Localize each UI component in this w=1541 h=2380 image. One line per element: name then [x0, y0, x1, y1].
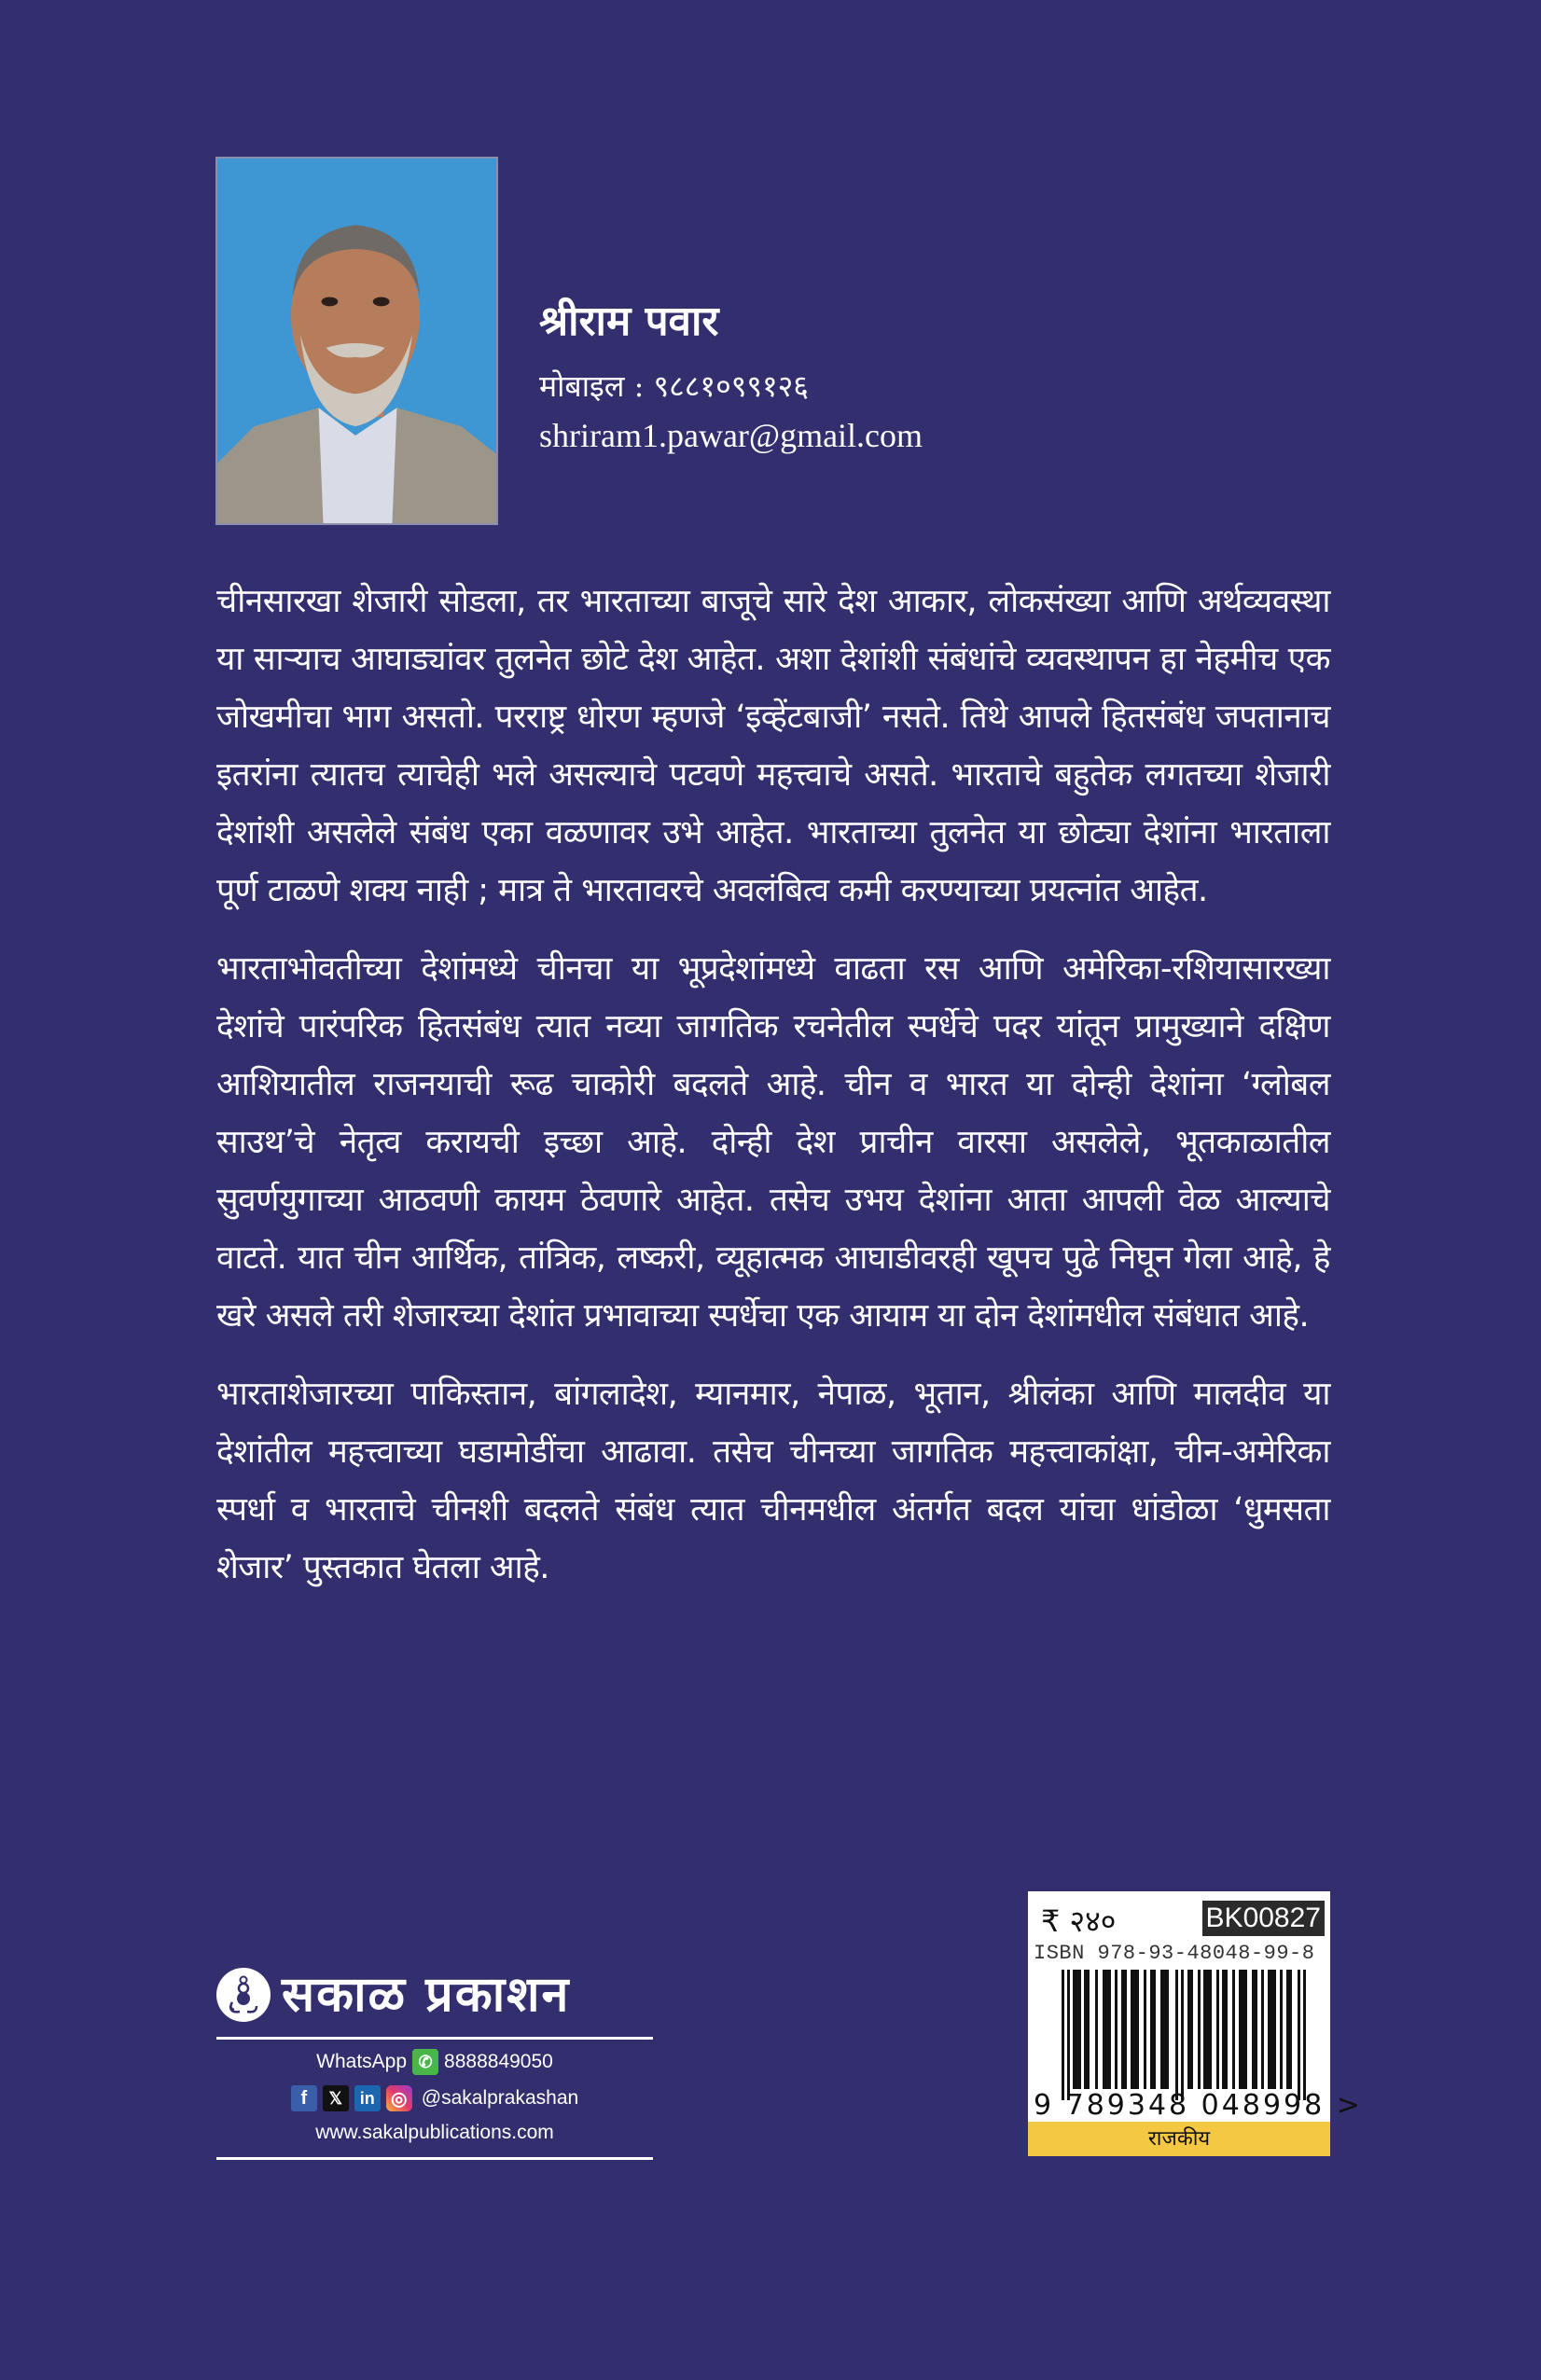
- whatsapp-label: WhatsApp: [316, 2051, 408, 2072]
- whatsapp-number[interactable]: 8888849050: [444, 2051, 553, 2072]
- publisher-divider-bottom: [216, 2157, 653, 2160]
- social-handle[interactable]: @sakalprakashan: [421, 2087, 579, 2109]
- author-portrait-icon: [217, 159, 496, 523]
- x-icon[interactable]: 𝕏: [323, 2085, 349, 2111]
- website-link[interactable]: www.sakalpublications.com: [315, 2122, 554, 2143]
- barcode-box: [1028, 1891, 1363, 2156]
- blurb-paragraph-1: चीनसारखा शेजारी सोडला, तर भारताच्या बाजूचे सारे देश आकार, लोकसंख्या आणि अर्थव्यवस्था या साऱ्याच आघाड्यांवर तुलनेत छोटे देश आहेत. अशा देशांशी संबंधांचे व्यवस्थापन हा नेहमीच एक जोखमीचा भाग असतो. परराष्ट्र धोरण म्हणजे ‘इव्हेंटबाजी’ नसते. तिथे आपले हितसंबंध जपतानाच इतरांना त्यातच त्याचेही भले असल्याचे पटवणे महत्त्वाचे असते. भारताचे बहुतेक लगतच्या शेजारी देशांशी असलेले संबंध एका वळणावर उभे आहेत. भारताच्या तुलनेत या छोट्या देशांना भारताला पूर्ण टाळणे शक्य नाही ; मात्र ते भारतावरचे अवलंबित्व कमी करण्याच्या प्रयत्नांत आहेत.: [216, 583, 1330, 909]
- instagram-icon[interactable]: ◎: [386, 2085, 412, 2111]
- isbn: ISBN 978-93-48048-99-8: [1034, 1942, 1315, 1965]
- author-mobile: मोबाइल : ९८८१०९९१२६: [539, 368, 809, 404]
- social-row: [216, 2085, 653, 2111]
- blurb: [216, 573, 1330, 1617]
- linkedin-icon[interactable]: in: [354, 2085, 381, 2111]
- author-photo: [215, 157, 498, 525]
- author-email[interactable]: shriram1.pawar@gmail.com: [539, 417, 923, 454]
- blurb-paragraph-3: भारताशेजारच्या पाकिस्तान, बांगलादेश, म्यानमार, नेपाळ, भूतान, श्रीलंका आणि मालदीव या देशांतील महत्त्वाच्या घडामोडींचा आढावा. तसेच चीनच्या जागतिक महत्त्वाकांक्षा, चीन-अमेरिका स्पर्धा व भारताचे चीनशी बदलते संबंध त्यात चीनमधील अंतर्गत बदल यांचा धांडोळा ‘धुमसता शेजार’ पुस्तकात घेतला आहे.: [216, 1376, 1330, 1586]
- author-name: श्रीराम पवार: [539, 298, 719, 345]
- barcode-icon: [1062, 1970, 1306, 2100]
- blurb-paragraph-2: भारताभोवतीच्या देशांमध्ये चीनचा या भूप्रदेशांमध्ये वाढता रस आणि अमेरिका-रशियासारख्या देशांचे पारंपरिक हितसंबंध त्यात नव्या जागतिक रचनेतील स्पर्धेचे पदर यांतून प्रामुख्याने दक्षिण आशियातील राजनयाची रूढ चाकोरी बदलते आहे. चीन व भारत या दोन्ही देशांना ‘ग्लोबल साउथ’चे नेतृत्व करायची इच्छा आहे. दोन्ही देश प्राचीन वारसा असलेले, भूतकाळातील सुवर्णयुगाच्या आठवणी कायम ठेवणारे आहेत. तसेच उभय देशांना आता आपली वेळ आल्याचे वाटते. यात चीन आर्थिक, तांत्रिक, लष्करी, व्यूहात्मक आघाडीवरही खूपच पुढे निघून गेला आहे, हे खरे असले तरी शेजारच्या देशांत प्रभावाच्या स्पर्धेचा एक आयाम या दोन देशांमधील संबंधात आहे.: [216, 950, 1330, 1335]
- facebook-icon[interactable]: f: [291, 2085, 317, 2111]
- whatsapp-row: [216, 2049, 653, 2075]
- website-row: [216, 2122, 653, 2144]
- book-code: BK00827: [1202, 1901, 1325, 1936]
- ean-digits: 9 789348 048998 >: [1034, 2089, 1363, 2122]
- sakal-emblem-icon: [216, 1968, 271, 2022]
- whatsapp-icon[interactable]: ✆: [412, 2049, 438, 2075]
- price: ₹ २४०: [1041, 1903, 1117, 1939]
- publisher-name: सकाळ प्रकाशन: [282, 1967, 571, 2023]
- publisher-logo: [216, 1966, 570, 2024]
- genre-band: राजकीय: [1028, 2122, 1330, 2156]
- publisher-divider-top: [216, 2037, 653, 2040]
